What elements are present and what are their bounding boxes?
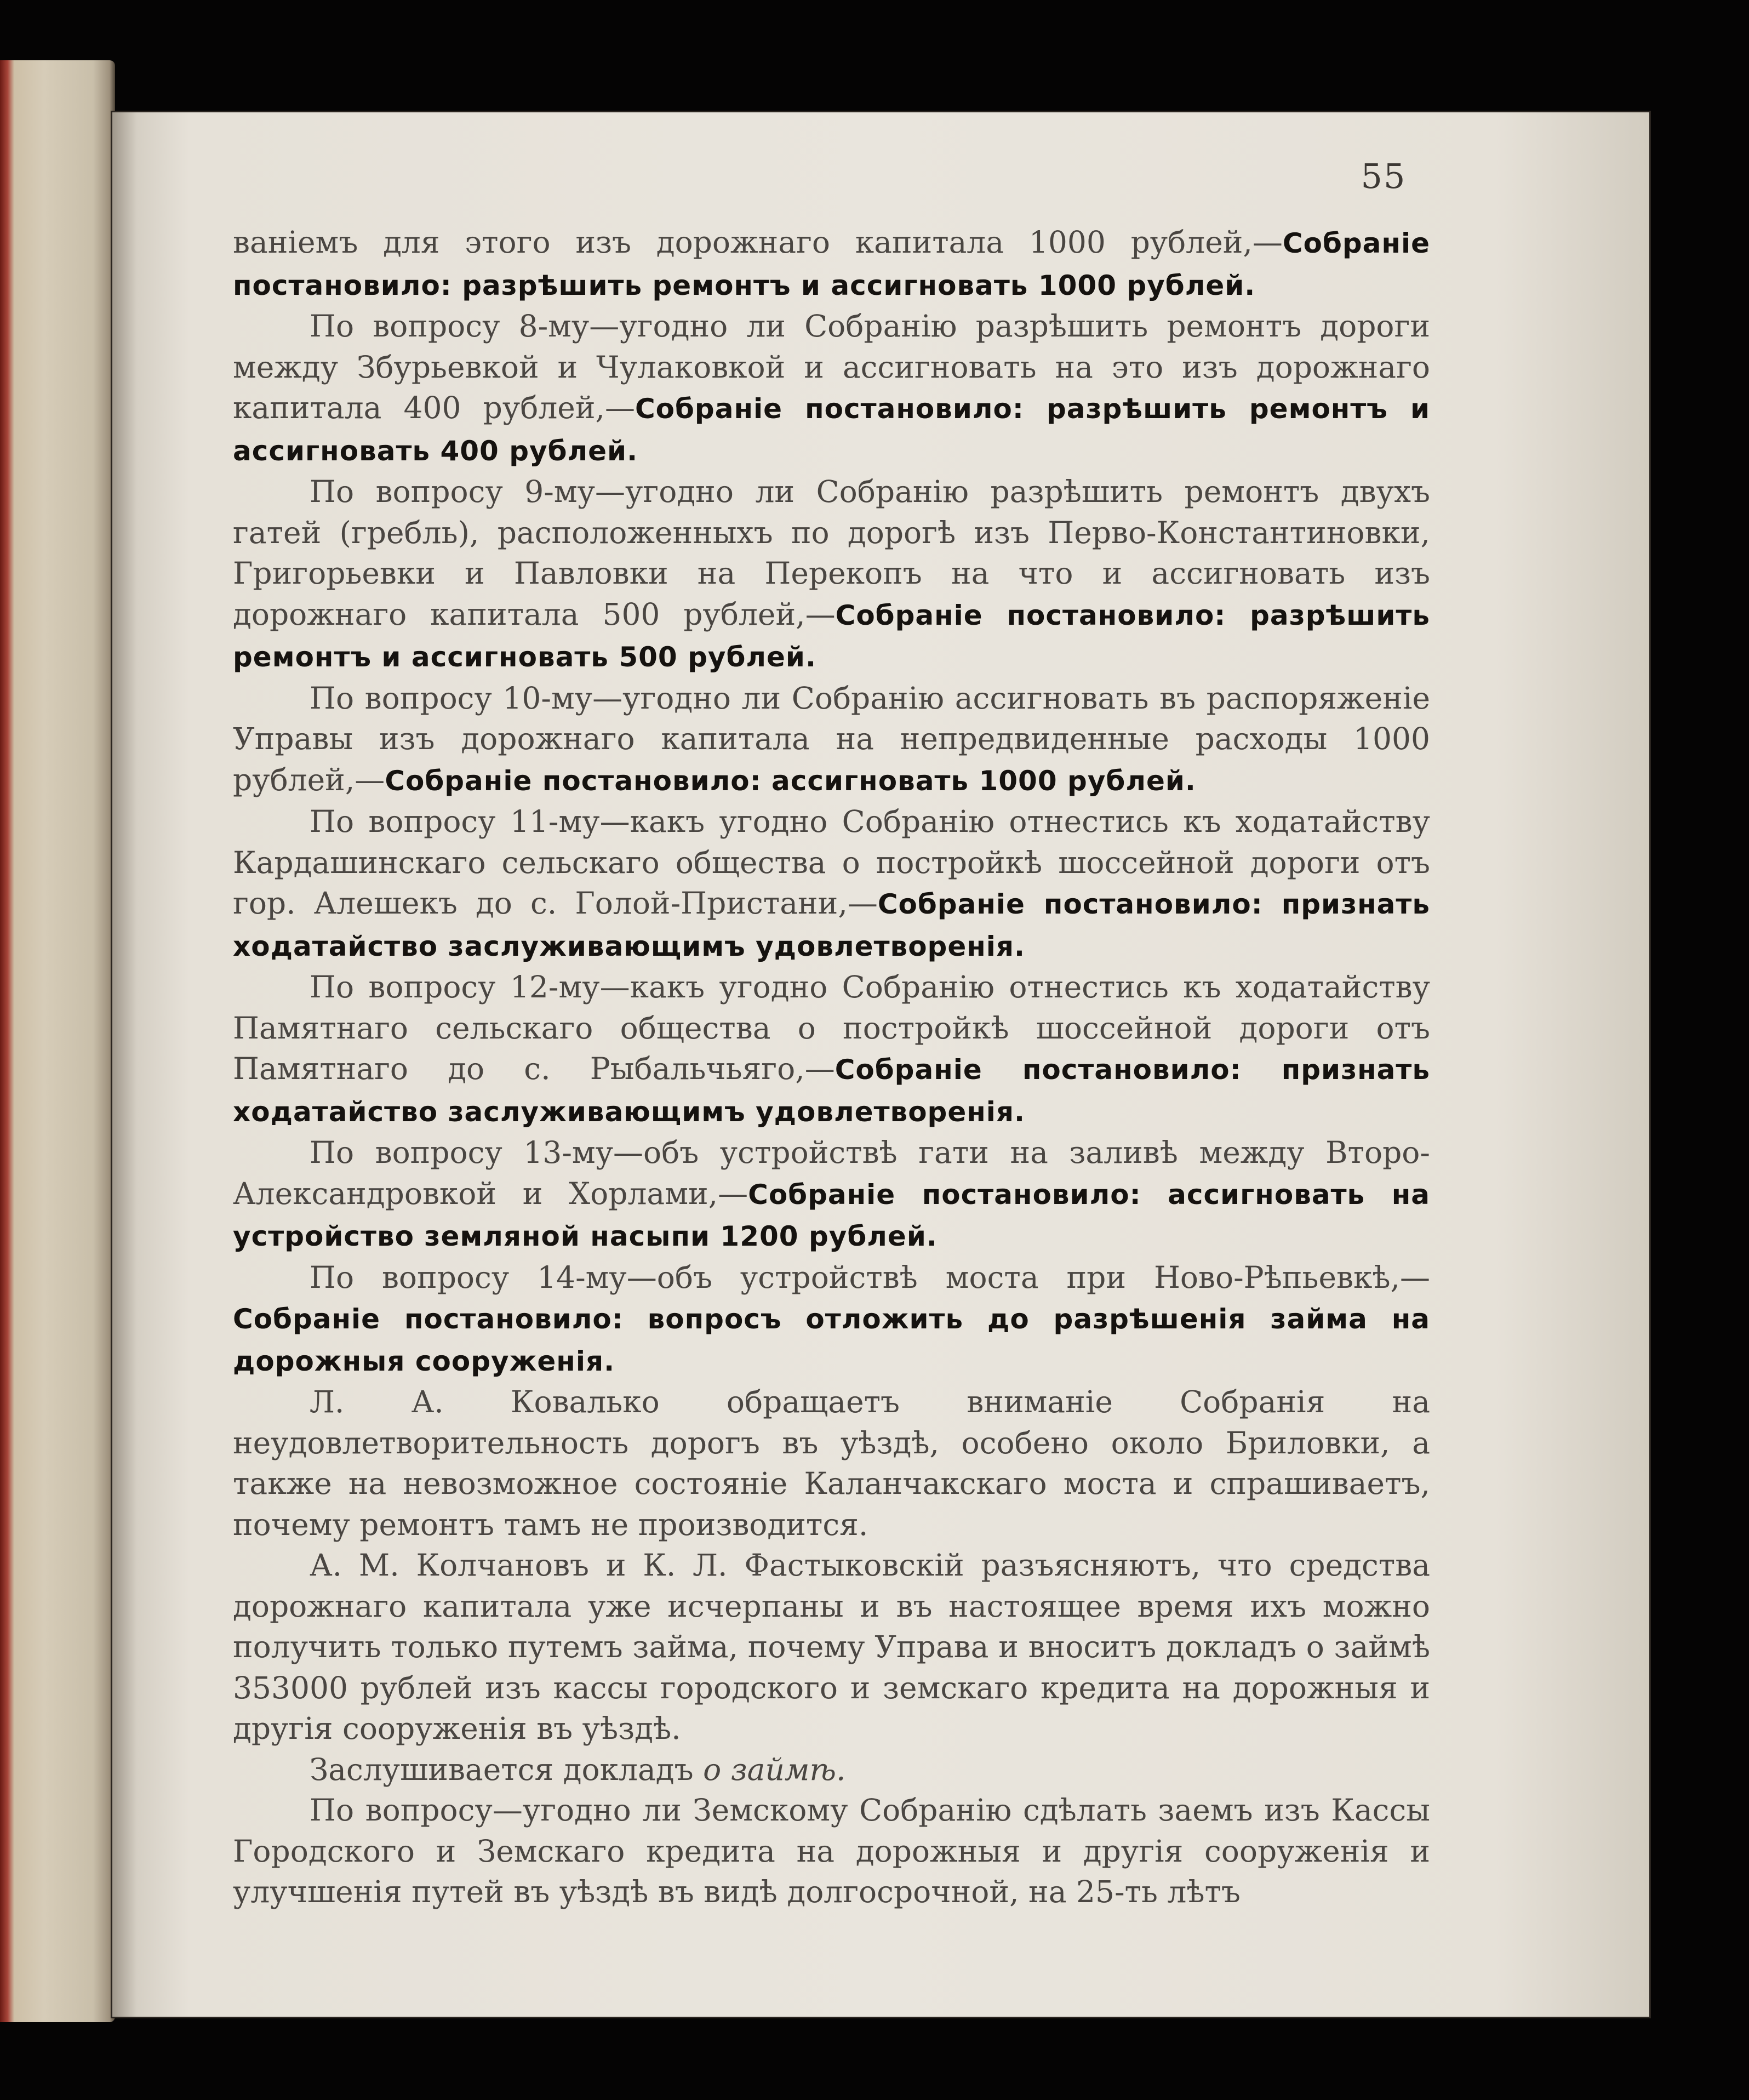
paragraph-text: ваніемъ для этого изъ дорожнаго капитала 1000 рублей,— <box>233 225 1283 260</box>
paragraph-continuation <box>233 222 1430 306</box>
paragraph-text: По вопросу 13-му—объ устройствѣ гати на заливѣ между Второ-Александровкой и Хорлами,— <box>233 1135 1430 1211</box>
paragraph-question-8 <box>233 306 1430 471</box>
paragraph-question-11 <box>233 801 1430 967</box>
page-number: 55 <box>1361 156 1407 196</box>
paragraph-text: По вопросу 9-му—угодно ли Собранію разрѣшить ремонтъ двухъ гатей (гребль), расположенныхъ по дорогѣ изъ Перво-Константиновки, Григорьевки и Павловки на Перекопъ на что и ассигновать изъ дорожнаго капитала 500 рублей,— <box>233 474 1430 632</box>
paragraph-text: По вопросу 10-му—угодно ли Собранію ассигновать въ распоряженіе Управы изъ дорожнаго капитала на непредвиденные расходы 1000 рублей,— <box>233 680 1430 797</box>
paragraph-text: По вопросу 14-му—объ устройствѣ моста при Ново-Рѣпьевкѣ,— <box>310 1259 1430 1295</box>
paragraph-kolchanov <box>233 1545 1430 1749</box>
paragraph-text: По вопросу 8-му—угодно ли Собранію разрѣшить ремонтъ дороги между Збурьевкой и Чулаковкой и ассигновать на это изъ дорожнаго капитала 400 рублей,— <box>233 309 1430 425</box>
paragraph-report-heard <box>233 1749 1430 1790</box>
paragraph-question-14 <box>233 1257 1430 1382</box>
paragraph-loan-question <box>233 1790 1430 1913</box>
paragraph-question-13 <box>233 1132 1430 1257</box>
resolution-text: Собраніе постановило: вопросъ отложить до разрѣшенія займа на дорожныя сооруженія. <box>233 1303 1430 1377</box>
paragraph-text: По вопросу 11-му—какъ угодно Собранію отнестись къ ходатайству Кардашинскаго сельскаго общества о постройкѣ шоссейной дороги отъ гор. Алешекъ до с. Голой-Пристани,— <box>233 804 1430 921</box>
paragraph-question-10 <box>233 678 1430 802</box>
facing-page-edge <box>0 60 115 2022</box>
resolution-text: Собраніе постановило: ассигновать на устройство земляной насыпи 1200 рублей. <box>233 1178 1431 1252</box>
resolution-text: Собраніе постановило: разрѣшить ремонтъ и ассигновать 1000 рублей. <box>233 227 1430 301</box>
resolution-text: Собраніе постановило: признать ходатайство заслуживающимъ удовлетворенія. <box>233 1054 1431 1128</box>
paragraph-text: Заслушивается докладъ <box>310 1751 704 1787</box>
resolution-text: Собраніе постановило: ассигновать 1000 рублей. <box>385 764 1196 797</box>
paragraph-text: По вопросу—угодно ли Земскому Собранію сдѣлать заемъ изъ Кассы Городского и Земскаго кредита на дорожныя и другія сооруженія и улучшенія путей въ уѣздѣ въ видѣ долгосрочной, на 25-ть лѣтъ <box>233 1793 1430 1909</box>
paragraph-text: А. М. Колчановъ и К. Л. Фастыковскій разъясняютъ, что средства дорожнаго капитала уже исчерпаны и въ настоящее время ихъ можно получить только путемъ займа, почему Управа и вноситъ докладъ о займѣ 353000 рублей изъ кассы городского и земскаго кредита на дорожныя и другія сооруженія въ уѣздѣ. <box>233 1548 1430 1746</box>
paragraph-question-12 <box>233 967 1430 1132</box>
paragraph-kovalko <box>233 1382 1430 1545</box>
italic-text: о займѣ. <box>703 1751 846 1787</box>
paragraph-text: Л. А. Ковалько обращаетъ вниманіе Собранія на неудовлетворительность дорогъ въ уѣздѣ, особено около Бриловки, а также на невозможное состояніе Каланчакскаго моста и спрашиваетъ, почему ремонтъ тамъ не производится. <box>233 1384 1430 1542</box>
resolution-text: Собраніе постановило: разрѣшить ремонтъ и ассигновать 500 рублей. <box>233 599 1431 673</box>
page-body <box>233 222 1430 1913</box>
paragraph-text: По вопросу 12-му—какъ угодно Собранію отнестись къ ходатайству Памятнаго сельскаго общества о постройкѣ шоссейной дороги отъ Памятнаго до с. Рыбальчьяго,— <box>233 969 1430 1086</box>
resolution-text: Собраніе постановило: разрѣшить ремонтъ и ассигновать 400 рублей. <box>233 393 1430 467</box>
paragraph-question-9 <box>233 471 1430 678</box>
resolution-text: Собраніе постановило: признать ходатайство заслуживающимъ удовлетворенія. <box>233 888 1430 962</box>
